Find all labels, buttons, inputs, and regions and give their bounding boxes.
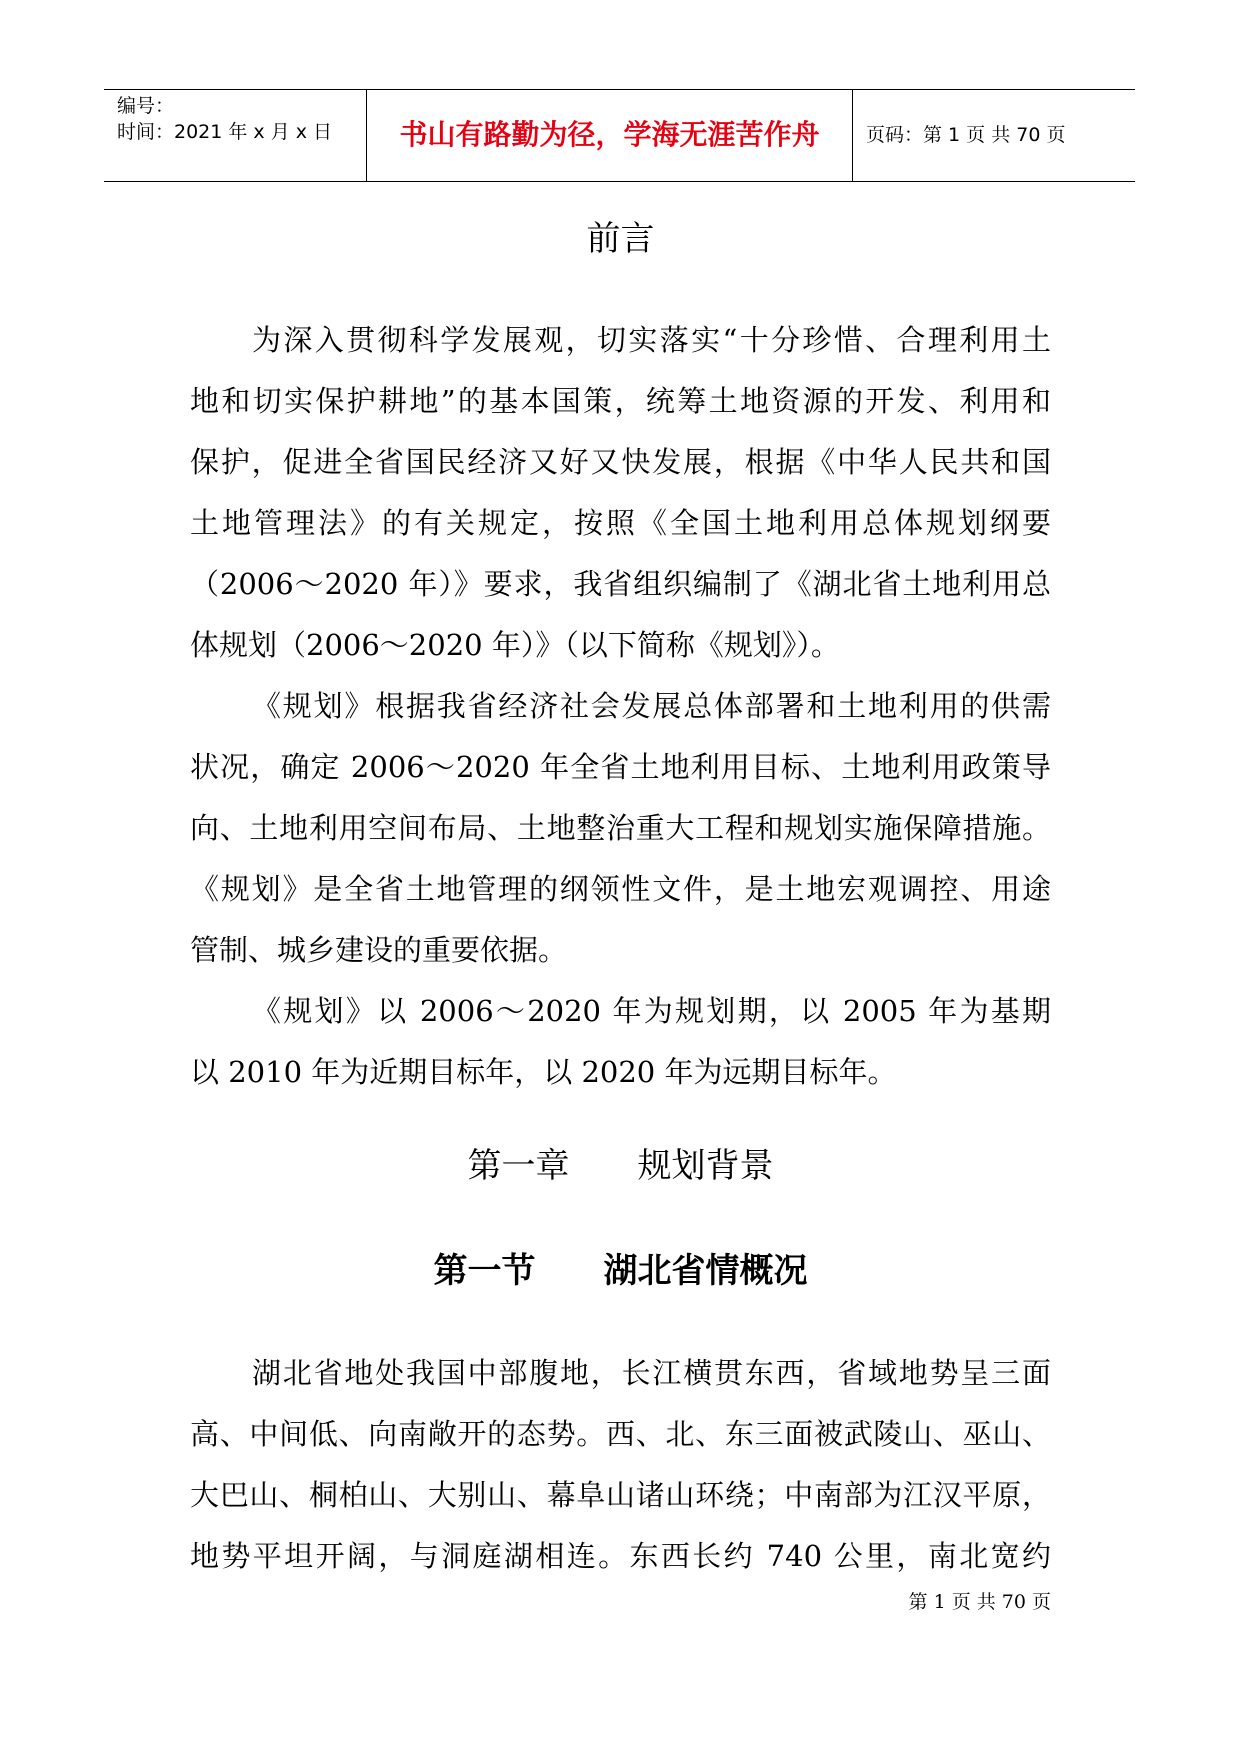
text-line: 为深入贯彻科学发展观，切实落实“十分珍惜、合理利用土 xyxy=(252,323,1051,357)
preface-body xyxy=(190,310,1051,1103)
page-header-table xyxy=(104,89,1135,182)
text-line: 向、土地利用空间布局、土地整治重大工程和规划实施保障措施。 xyxy=(190,811,1051,845)
text-line: 《规划》是全省土地管理的纲领性文件，是土地宏观调控、用途 xyxy=(190,872,1051,906)
header-page-cell xyxy=(853,90,1135,181)
header-page-info: 页码：第 1 页 共 70 页 xyxy=(866,124,1066,146)
text-line: 土地管理法》的有关规定，按照《全国土地利用总体规划纲要 xyxy=(190,506,1051,540)
section-title: 第一节 湖北省情概况 xyxy=(433,1251,808,1291)
chapter-title: 第一章 规划背景 xyxy=(467,1146,774,1186)
text-line: 体规划（2006～2020 年）》（以下简称《规划》）。 xyxy=(190,628,840,662)
header-meta-cell xyxy=(104,90,367,181)
page-footer: 第 1 页 共 70 页 xyxy=(908,1591,1051,1613)
text-line: 以 2010 年为近期目标年，以 2020 年为远期目标年。 xyxy=(190,1055,897,1089)
header-motto-cell xyxy=(367,90,853,181)
text-line: 地势平坦开阔，与洞庭湖相连。东西长约 740 公里，南北宽约 xyxy=(190,1539,1051,1573)
text-line: 高、中间低、向南敞开的态势。西、北、东三面被武陵山、巫山、 xyxy=(190,1417,1051,1451)
section-body xyxy=(190,1343,1051,1587)
text-line: （2006～2020 年）》要求，我省组织编制了《湖北省土地利用总 xyxy=(190,567,1051,601)
serial-number-label: 编号： xyxy=(117,95,175,117)
text-line: 《规划》以 2006～2020 年为规划期，以 2005 年为基期 xyxy=(252,994,1051,1028)
text-line: 保护，促进全省国民经济又好又快发展，根据《中华人民共和国 xyxy=(190,445,1051,479)
time-label: 时间：2021 年 x 月 x 日 xyxy=(117,121,333,143)
text-line: 管制、城乡建设的重要依据。 xyxy=(190,933,568,967)
preface-title: 前言 xyxy=(586,219,655,259)
header-motto: 书山有路勤为径，学海无涯苦作舟 xyxy=(399,118,820,151)
text-line: 地和切实保护耕地”的基本国策，统筹土地资源的开发、利用和 xyxy=(190,384,1051,418)
text-line: 大巴山、桐柏山、大别山、幕阜山诸山环绕；中南部为江汉平原， xyxy=(190,1478,1051,1512)
text-line: 《规划》根据我省经济社会发展总体部署和土地利用的供需 xyxy=(252,689,1051,723)
text-line: 湖北省地处我国中部腹地，长江横贯东西，省域地势呈三面 xyxy=(252,1356,1051,1390)
text-line: 状况，确定 2006～2020 年全省土地利用目标、土地利用政策导 xyxy=(190,750,1051,784)
